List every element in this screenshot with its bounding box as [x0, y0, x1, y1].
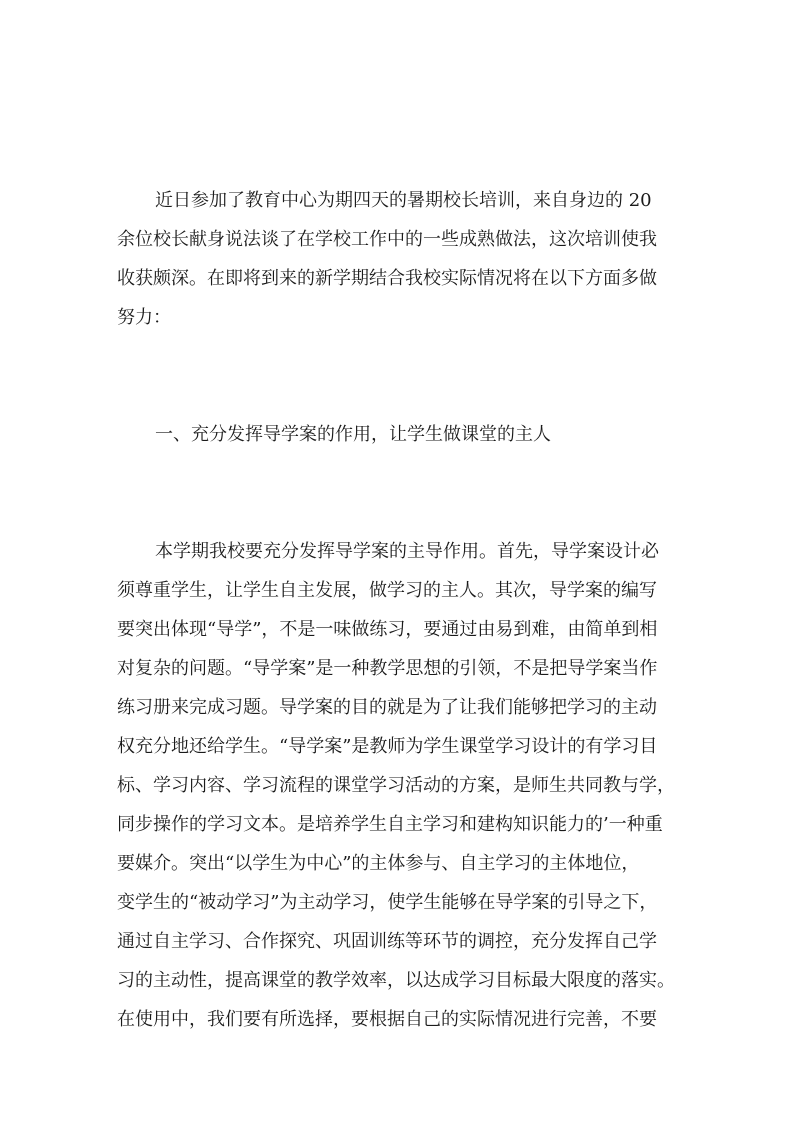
document-body [117, 181, 687, 1039]
blank-line [117, 493, 687, 532]
paragraph-line: 要媒介。突出“以学生为中心”的主体参与、自主学习的主体地位， [117, 853, 640, 874]
section-heading: 一、充分发挥导学案的作用，让学生做课堂的主人 [155, 424, 551, 445]
paragraph-line: 练习册来完成习题。导学案的目的就是为了让我们能够把学习的主动 [117, 697, 657, 718]
paragraph-line: 努力： [117, 307, 171, 328]
paragraph-line: 要突出体现“导学”，不是一味做练习，要通过由易到难，由简单到相 [117, 619, 658, 640]
paragraph-line: 习的主动性，提高课堂的教学效率，以达成学习目标最大限度的落实。 [117, 970, 675, 991]
paragraph-line: 收获颇深。在即将到来的新学期结合我校实际情况将在以下方面多做 [117, 268, 657, 289]
paragraph-line: 变学生的“被动学习”为主动学习，使学生能够在导学案的引导之下， [117, 892, 658, 913]
paragraph-line: 余位校长献身说法谈了在学校工作中的一些成熟做法，这次培训使我 [117, 229, 657, 250]
paragraph-line: 权充分地还给学生。“导学案”是教师为学生课堂学习设计的有学习目 [117, 736, 658, 757]
paragraph-line: 本学期我校要充分发挥导学案的主导作用。首先，导学案设计必 [155, 541, 659, 562]
blank-line [117, 337, 687, 376]
paragraph-line: 通过自主学习、合作探究、巩固训练等环节的调控，充分发挥自己学 [117, 931, 657, 952]
paragraph-line: 对复杂的问题。“导学案”是一种教学思想的引领，不是把导学案当作 [117, 658, 658, 679]
blank-line [117, 376, 687, 415]
paragraph-line: 近日参加了教育中心为期四天的暑期校长培训，来自身边的 20 [155, 190, 652, 211]
blank-line [117, 454, 687, 493]
paragraph-line: 在使用中，我们要有所选择，要根据自己的实际情况进行完善，不要 [117, 1009, 657, 1030]
paragraph-line: 同步操作的学习文本。是培养学生自主学习和建构知识能力的’一种重 [117, 814, 663, 835]
paragraph-line: 须尊重学生，让学生自主发展，做学习的主人。其次，导学案的编写 [117, 580, 657, 601]
paragraph-line: 标、学习内容、学习流程的课堂学习活动的方案，是师生共同教与学， [117, 775, 675, 796]
